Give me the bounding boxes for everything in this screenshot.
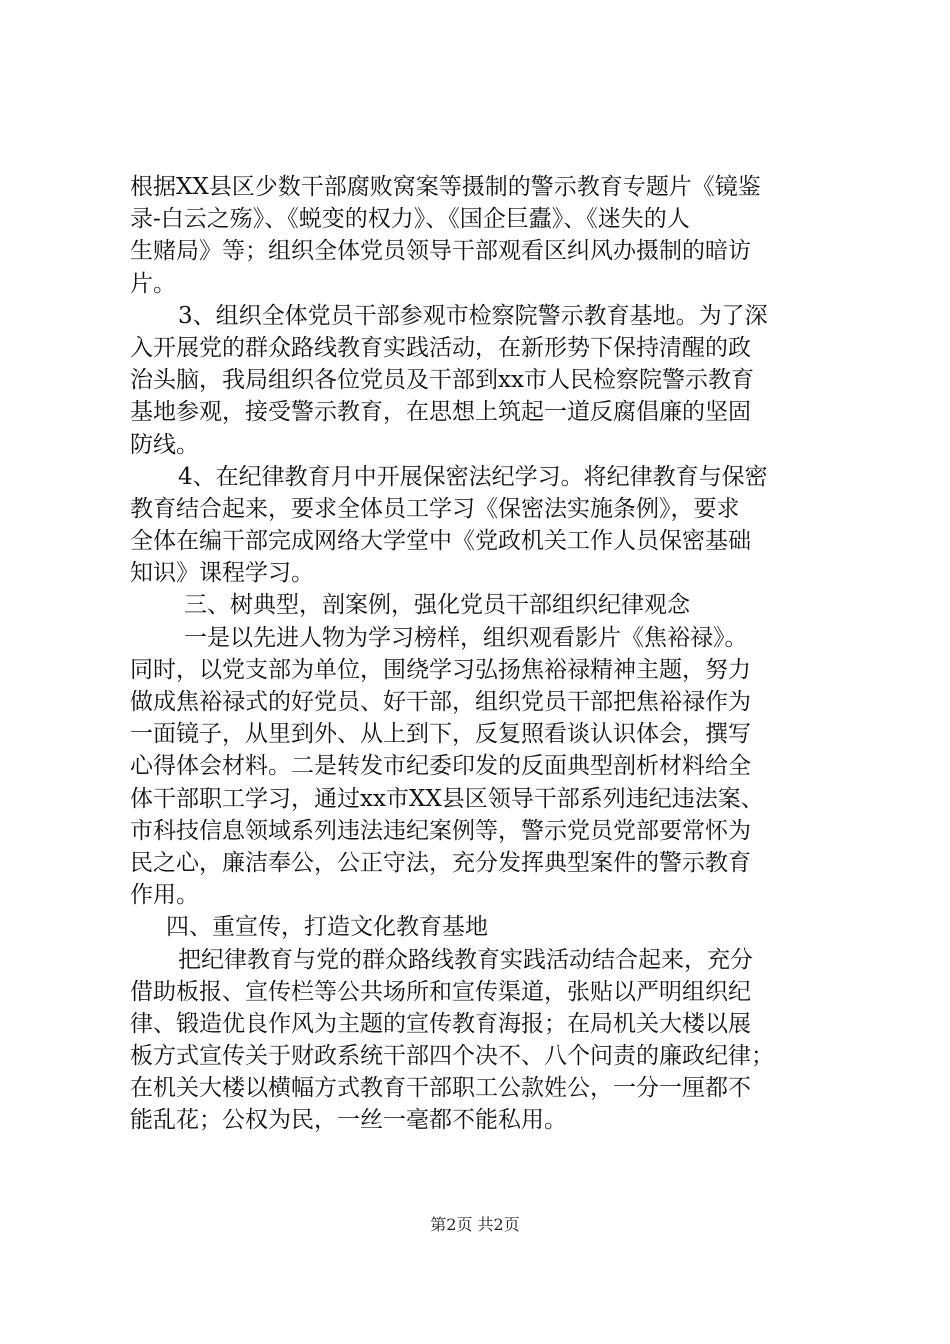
text-line: 片。 bbox=[130, 270, 176, 297]
text-line: 民之心，廉洁奉公，公正守法，充分发挥典型案件的警示教育 bbox=[130, 849, 751, 876]
section-heading: 四、重宣传，打造文化教育基地 bbox=[166, 914, 488, 941]
text-line: 体干部职工学习，通过xx市XX县区领导干部系列违纪违法案、 bbox=[130, 785, 764, 812]
text-line: 生赌局》等；组织全体党员领导干部观看区纠风办摄制的暗访 bbox=[130, 238, 751, 265]
text-line: 全体在编干部完成网络大学堂中《党政机关工作人员保密基础 bbox=[130, 528, 751, 555]
text-line: 借助板报、宣传栏等公共场所和宣传渠道，张贴以严明组织纪 bbox=[130, 978, 751, 1005]
text-line: 板方式宣传关于财政系统干部四个决不、八个问责的廉政纪律； bbox=[130, 1043, 774, 1070]
paragraph-start-line: 把纪律教育与党的群众路线教育实践活动结合起来，充分 bbox=[178, 946, 753, 973]
text-line: 防线。 bbox=[130, 431, 199, 458]
document-body bbox=[130, 171, 830, 1137]
paragraph-start-line: 一是以先进人物为学习榜样，组织观看影片《焦裕禄》。 bbox=[184, 624, 748, 651]
section-heading: 三、树典型，剖案例，强化党员干部组织纪律观念 bbox=[184, 592, 690, 619]
paragraph-start-line: 3、组织全体党员干部参观市检察院警示教育基地。为了深 bbox=[178, 302, 768, 329]
text-line: 治头脑，我局组织各位党员及干部到xx市人民检察院警示教育 bbox=[130, 367, 754, 394]
text-line: 同时，以党支部为单位，围绕学习弘扬焦裕禄精神主题，努力 bbox=[130, 656, 751, 683]
text-line: 一面镜子，从里到外、从上到下，反复照看谈认识体会，撰写 bbox=[130, 721, 751, 748]
text-line: 作用。 bbox=[130, 882, 199, 909]
text-line: 市科技信息领域系列违法违纪案例等，警示党员党部要常怀为 bbox=[130, 817, 751, 844]
text-line: 知识》课程学习。 bbox=[130, 560, 314, 587]
page-number-footer: 第2页 共2页 bbox=[430, 1215, 520, 1234]
text-line: 在机关大楼以横幅方式教育干部职工公款姓公，一分一厘都不 bbox=[130, 1075, 751, 1102]
text-line: 入开展党的群众路线教育实践活动，在新形势下保持清醒的政 bbox=[130, 334, 751, 361]
text-line: 基地参观，接受警示教育，在思想上筑起一道反腐倡廉的坚固 bbox=[130, 399, 751, 426]
text-line: 根据XX县区少数干部腐败窝案等摄制的警示教育专题片《镜鉴 bbox=[130, 174, 761, 200]
text-line: 教育结合起来，要求全体员工学习《保密法实施条例》，要求 bbox=[130, 495, 740, 522]
text-line: 能乱花；公权为民，一丝一毫都不能私用。 bbox=[130, 1107, 567, 1134]
text-line: 做成焦裕禄式的好党员、好干部，组织党员干部把焦裕禄作为 bbox=[130, 689, 751, 715]
paragraph-start-line: 4、在纪律教育月中开展保密法纪学习。将纪律教育与保密 bbox=[178, 463, 768, 490]
text-line: 心得体会材料。二是转发市纪委印发的反面典型剖析材料给全 bbox=[130, 753, 751, 780]
text-line: 录-白云之殇》、《蜕变的权力》、《国企巨蠹》、《迷失的人 bbox=[130, 206, 690, 233]
text-line: 律、锻造优良作风为主题的宣传教育海报；在局机关大楼以展 bbox=[130, 1010, 751, 1037]
